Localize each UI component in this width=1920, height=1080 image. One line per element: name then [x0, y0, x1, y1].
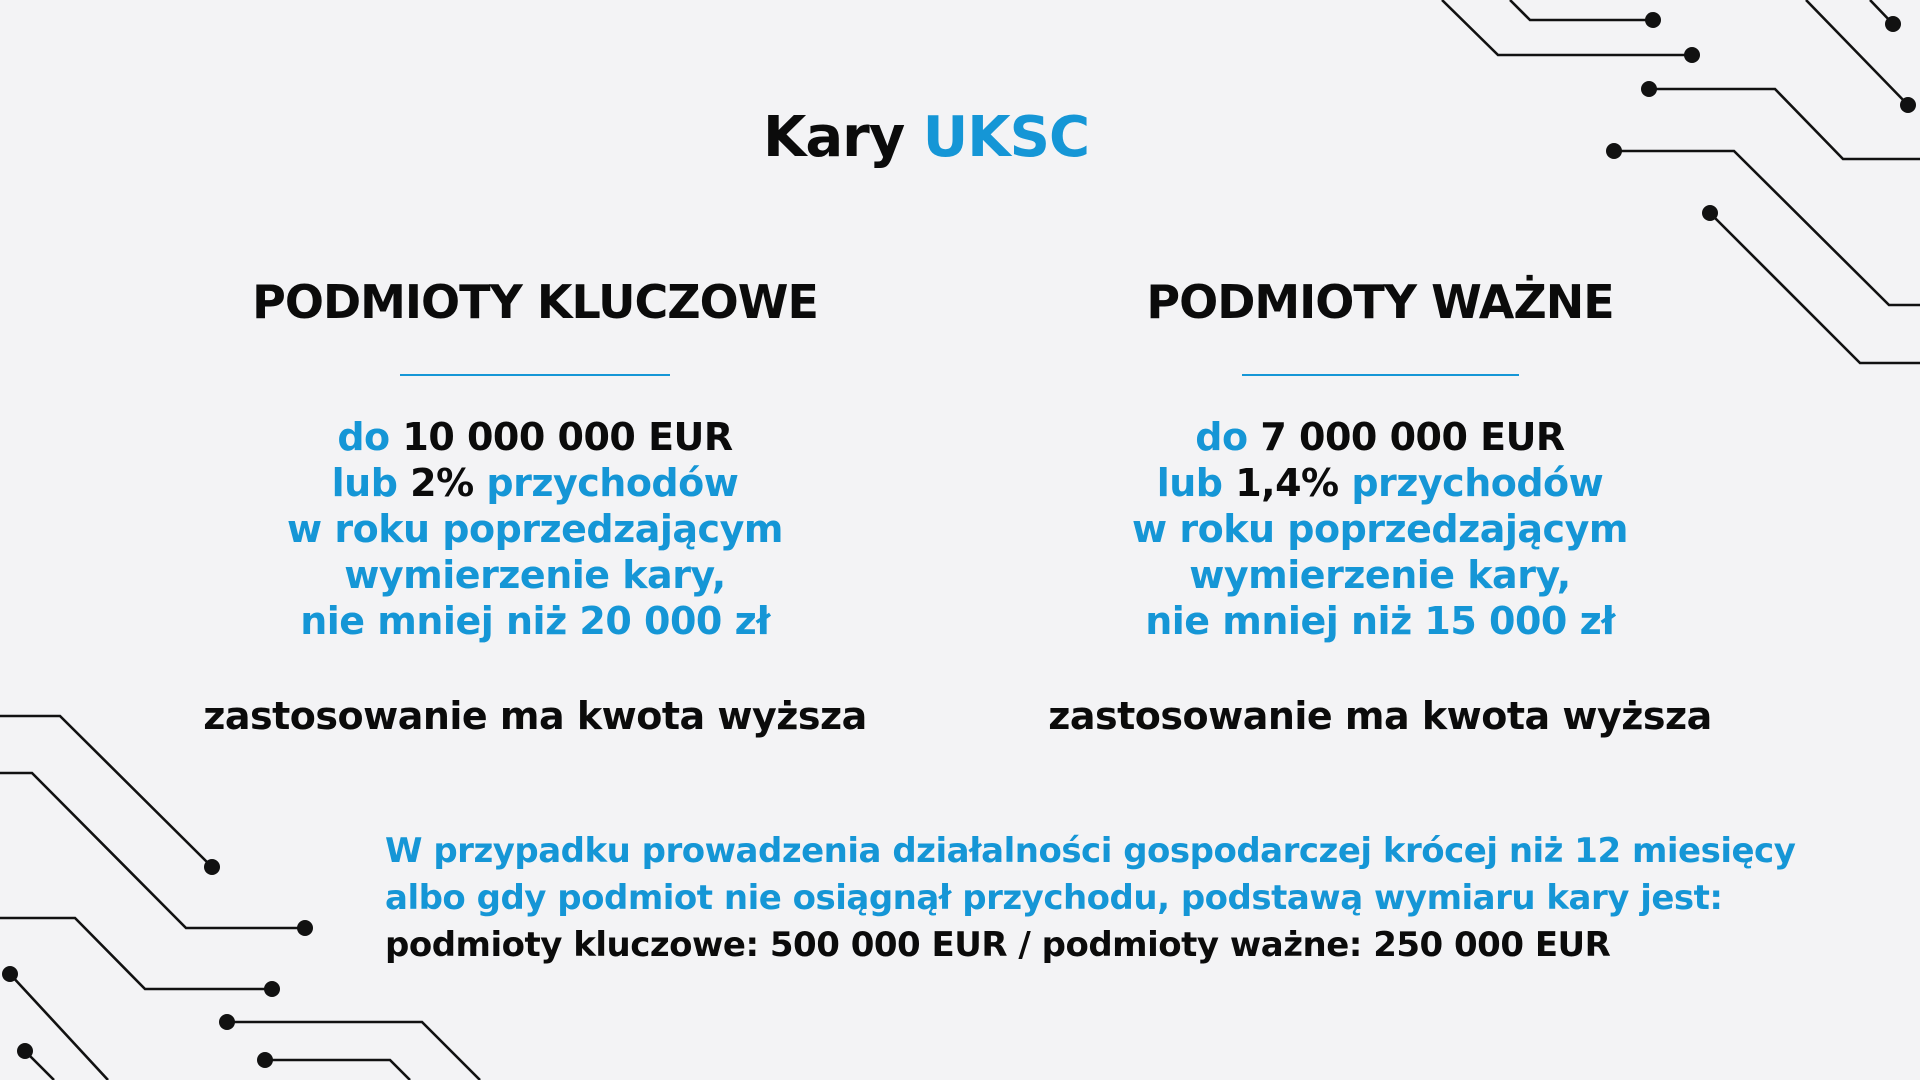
note-line-1: W przypadku prowadzenia działalności gospodarczej krócej niż 12 miesięcy	[385, 831, 1796, 871]
higher-amount-note: zastosowanie ma kwota wyższa	[1048, 694, 1712, 738]
column-heading: PODMIOTY KLUCZOWE	[252, 275, 818, 329]
important-entities-column	[955, 270, 1805, 740]
note-line-2: albo gdy podmiot nie osiągnął przychodu, podstawą wymiaru kary jest:	[385, 878, 1723, 918]
fine-prefix: do	[337, 415, 390, 459]
column-heading: PODMIOTY WAŻNE	[1146, 275, 1614, 329]
fine-imposition-line: wymierzenie kary,	[344, 553, 726, 597]
fine-revenue: przychodów	[486, 461, 739, 505]
heading-divider	[1242, 374, 1519, 376]
fine-percent-line	[955, 460, 1805, 506]
fine-amount-line	[955, 414, 1805, 460]
fine-imposition-line: wymierzenie kary,	[1189, 553, 1571, 597]
fine-or: lub	[1156, 461, 1223, 505]
fine-amount-line	[110, 414, 960, 460]
fine-year-line: w roku poprzedzającym	[1132, 507, 1628, 551]
page-title	[0, 105, 1852, 170]
fine-percent: 1,4%	[1235, 461, 1339, 505]
fine-prefix: do	[1195, 415, 1248, 459]
fine-percent-line	[110, 460, 960, 506]
fine-year-line: w roku poprzedzającym	[287, 507, 783, 551]
fine-amount: 10 000 000 EUR	[402, 415, 733, 459]
note-line-3: podmioty kluczowe: 500 000 EUR / podmioty ważne: 250 000 EUR	[385, 925, 1611, 965]
short-activity-note	[385, 828, 1835, 969]
fine-or: lub	[331, 461, 398, 505]
fine-amount: 7 000 000 EUR	[1260, 415, 1565, 459]
fine-revenue: przychodów	[1351, 461, 1604, 505]
fine-description	[955, 414, 1805, 644]
fine-minimum-line: nie mniej niż 20 000 zł	[300, 599, 770, 643]
title-prefix: Kary	[762, 105, 905, 170]
fine-percent: 2%	[410, 461, 474, 505]
heading-divider	[400, 374, 670, 376]
fine-minimum-line: nie mniej niż 15 000 zł	[1145, 599, 1615, 643]
key-entities-column	[110, 270, 960, 740]
fine-description	[110, 414, 960, 644]
title-highlight: UKSC	[922, 105, 1090, 170]
higher-amount-note: zastosowanie ma kwota wyższa	[203, 694, 867, 738]
